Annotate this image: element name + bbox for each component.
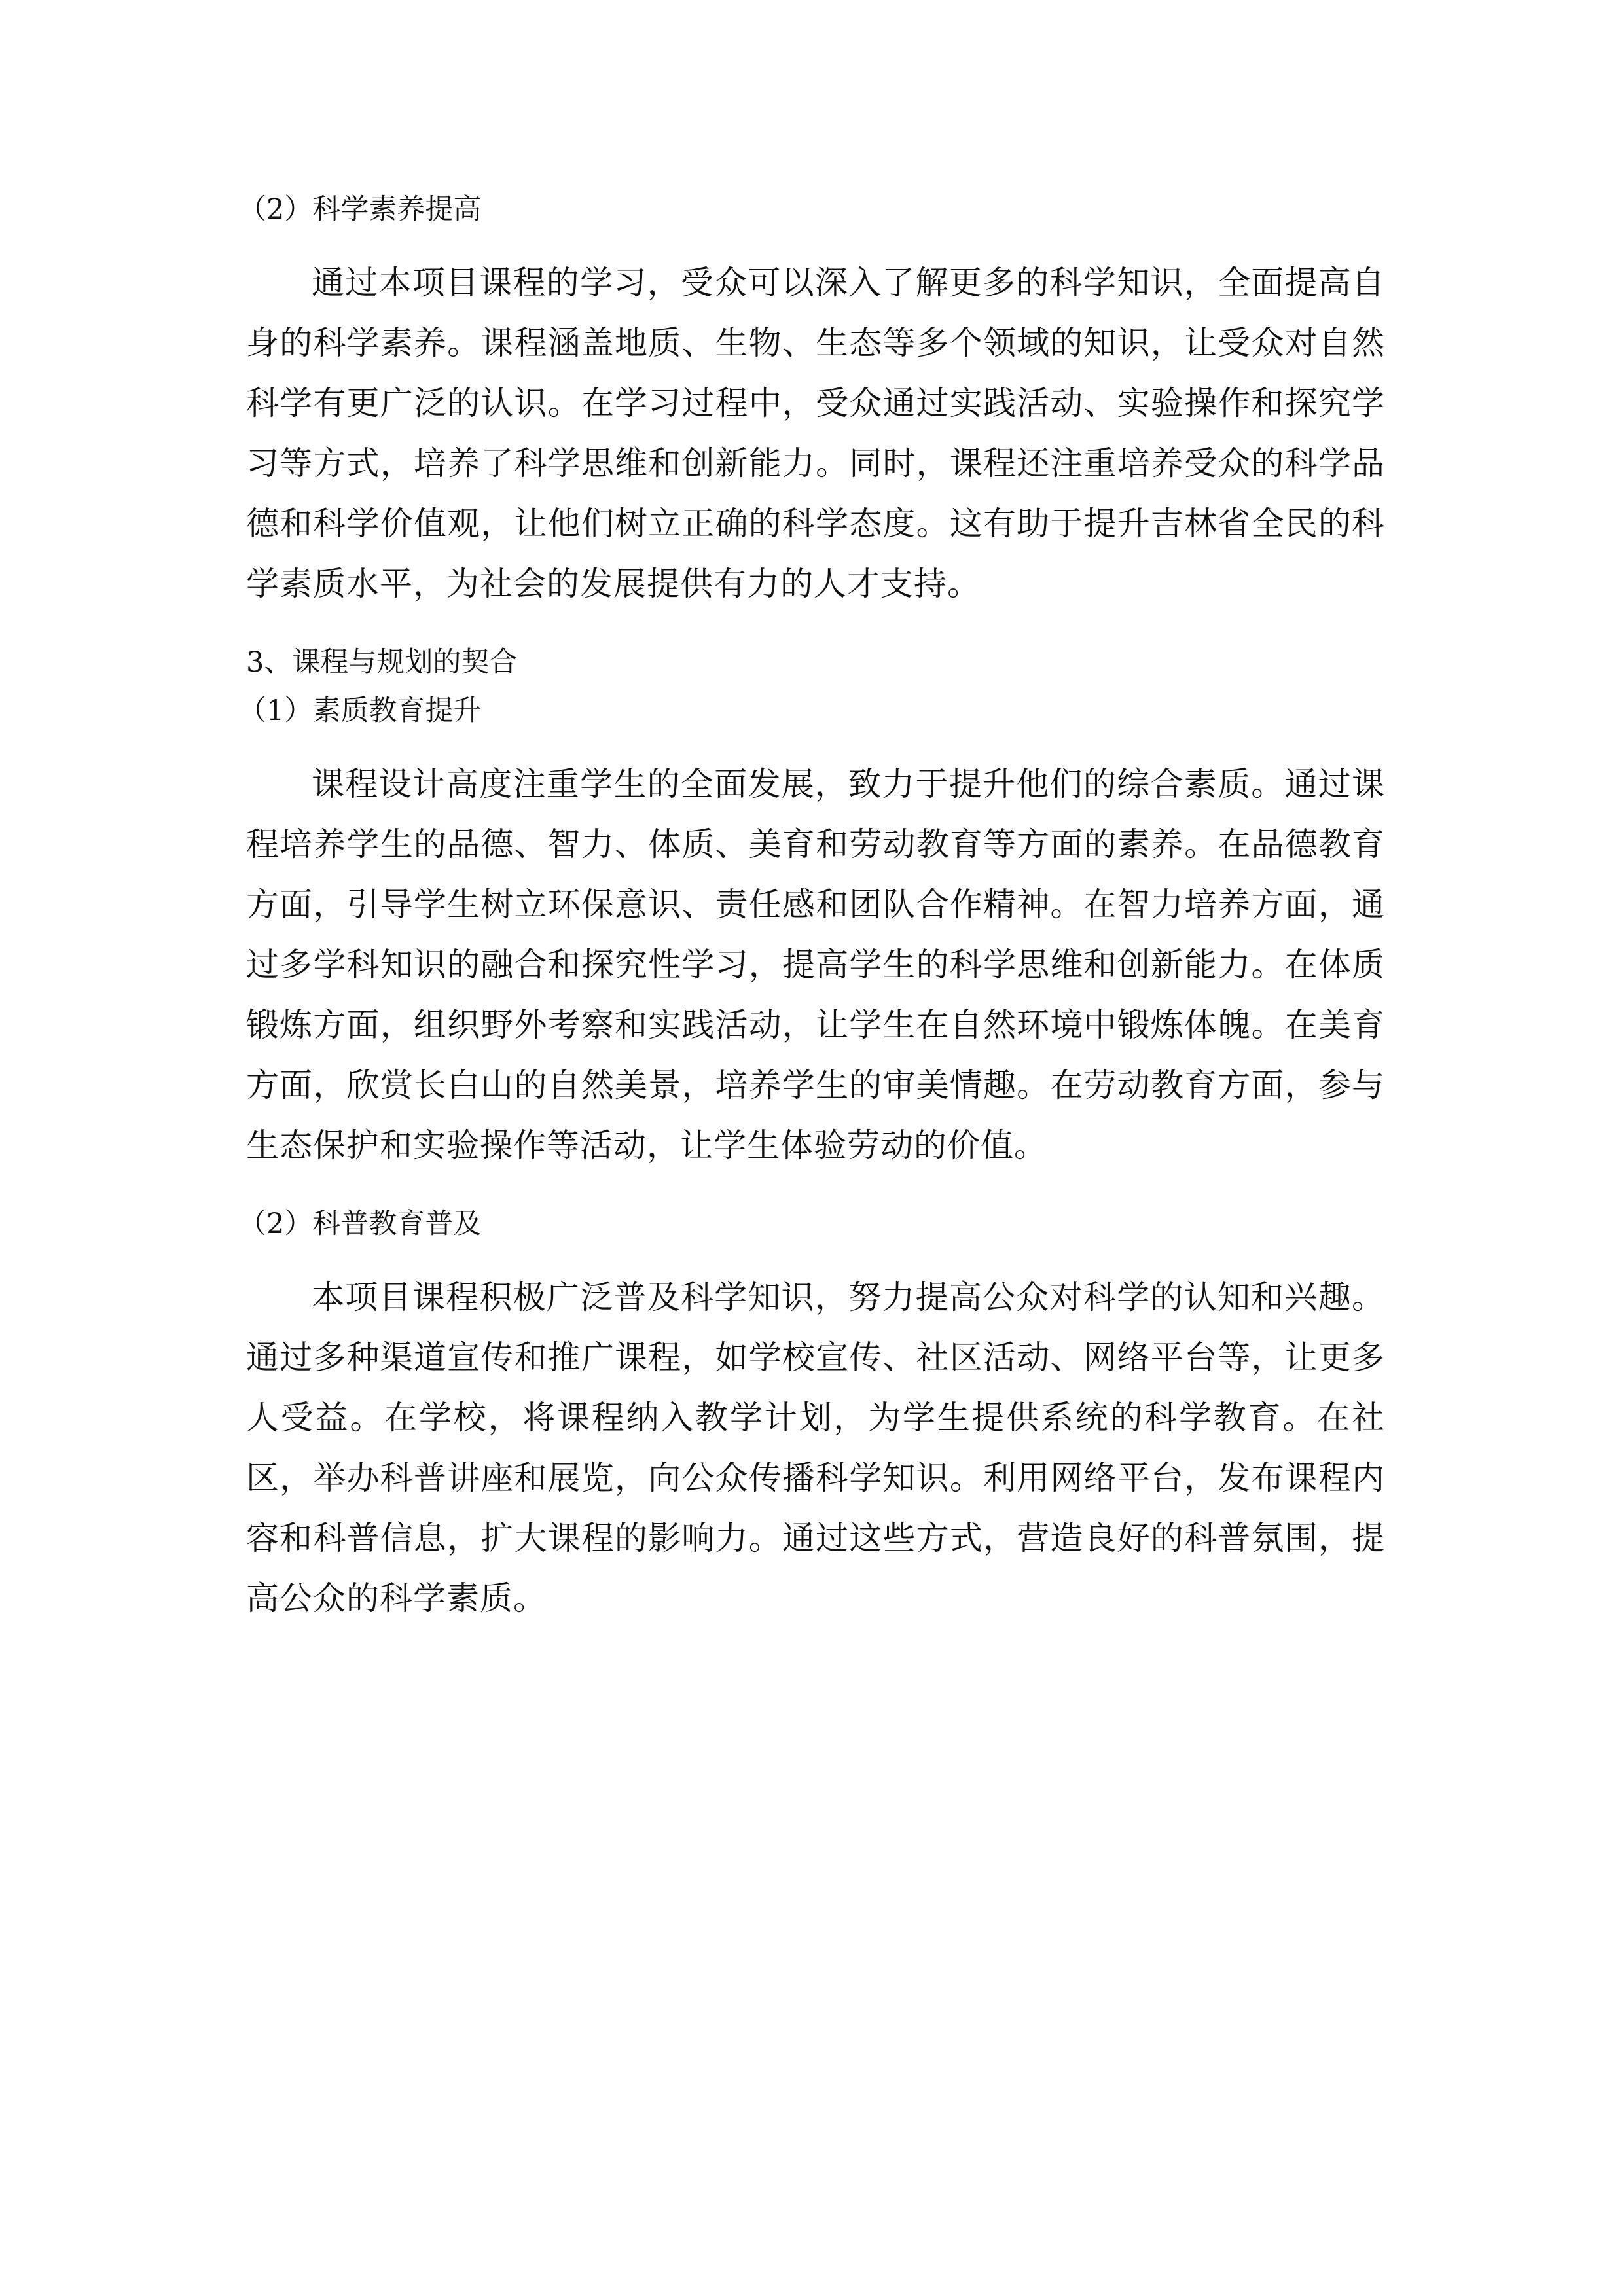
paragraph-quality-education: 课程设计高度注重学生的全面发展，致力于提升他们的综合素质。通过课程培养学生的品德、智力、体质、美育和劳动教育等方面的素养。在品德教育方面，引导学生树立环保意识、责任感和团队合作精神。在智力培养方面，通过多学科知识的融合和探究性学习，提高学生的科学思维和创新能力。在体质锻炼方面，组织野外考察和实践活动，让学生在自然环境中锻炼体魄。在美育方面，欣赏长白山的自然美景，培养学生的审美情趣。在劳动教育方面，参与生态保护和实验操作等活动，让学生体验劳动的价值。 [246, 765, 1385, 1164]
paragraph-science-popularization: 本项目课程积极广泛普及科学知识，努力提高公众对科学的认知和兴趣。通过多种渠道宣传和推广课程，如学校宣传、社区活动、网络平台等，让更多人受益。在学校，将课程纳入教学计划，为学生提供系统的科学教育。在社区，举办科普讲座和展览，向公众传播科学知识。利用网络平台，发布课程内容和科普信息，扩大课程的影响力。通过这些方式，营造良好的科普氛围，提高公众的科学素质。 [246, 1278, 1385, 1617]
section-title-curriculum-alignment: 3、课程与规划的契合 [246, 646, 518, 679]
subheading-quality-education: （1）素质教育提升 [238, 694, 482, 727]
subheading-science-popularization: （2）科普教育普及 [238, 1208, 482, 1240]
document-body [238, 190, 1385, 1628]
subheading-science-literacy: （2）科学素养提高 [238, 193, 482, 226]
paragraph-science-literacy: 通过本项目课程的学习，受众可以深入了解更多的科学知识，全面提高自身的科学素养。课程涵盖地质、生物、生态等多个领域的知识，让受众对自然科学有更广泛的认识。在学习过程中，受众通过实践活动、实验操作和探究学习等方式，培养了科学思维和创新能力。同时，课程还注重培养受众的科学品德和科学价值观，让他们树立正确的科学态度。这有助于提升吉林省全民的科学素质水平，为社会的发展提供有力的人才支持。 [246, 264, 1385, 603]
